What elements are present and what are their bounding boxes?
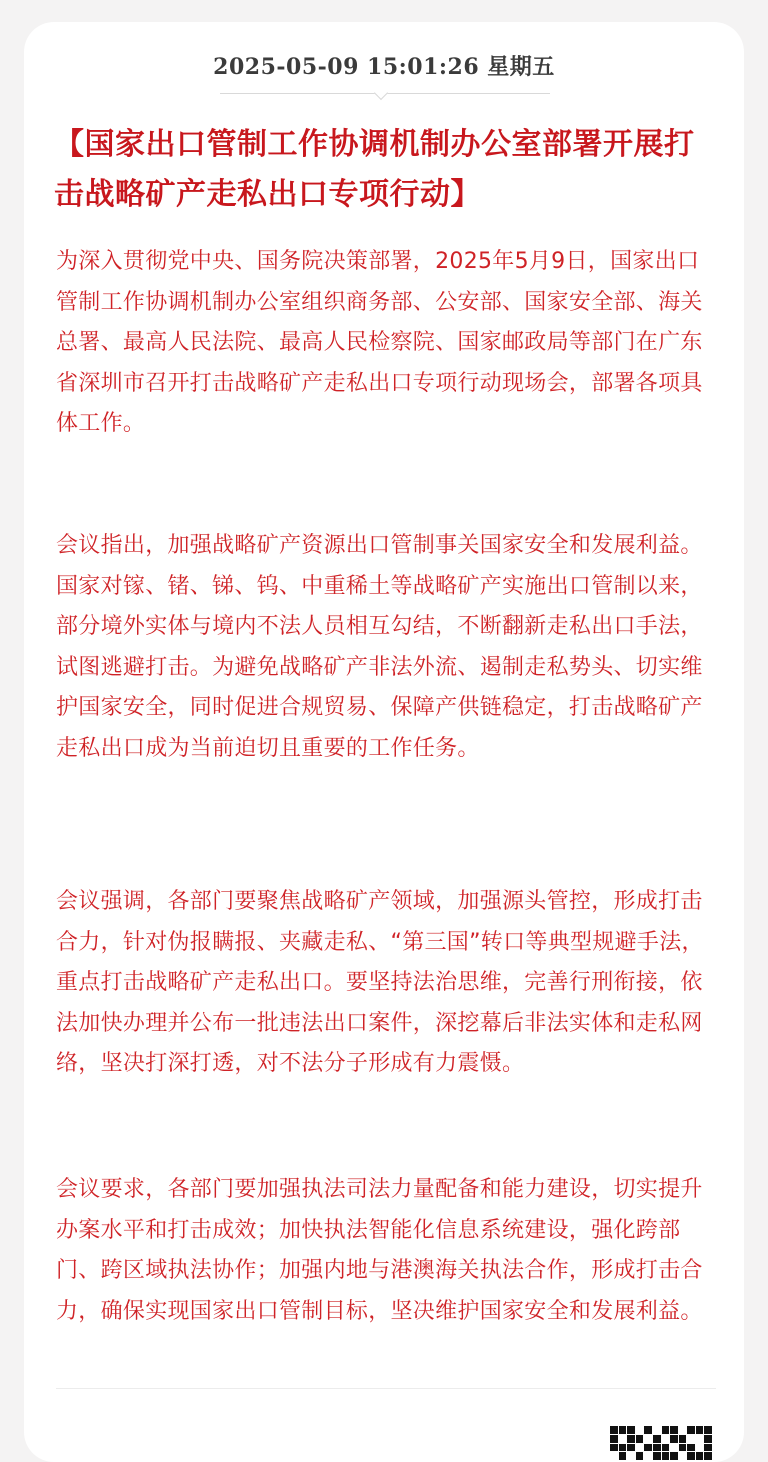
article-title: 【国家出口管制工作协调机制办公室部署开展打击战略矿产走私出口专项行动】	[54, 127, 695, 212]
footer-divider	[56, 1388, 716, 1389]
article-paragraph-3: 会议强调，各部门要聚焦战略矿产领域，加强源头管控，形成打击合力，针对伪报瞒报、夹藏走私、“第三国”转口等典型规避手法，重点打击战略矿产走私出口。要坚持法治思维，完善行刑衔接，依法加快办理并公布一批违法出口案件，深挖幕后非法实体和走私网络，坚决打深打透，对不法分子形成有力震慑。	[56, 889, 704, 1076]
article-paragraph-4: 会议要求，各部门要加强执法司法力量配备和能力建设，切实提升办案水平和打击成效；加快执法智能化信息系统建设，强化跨部门、跨区域执法协作；加强内地与港澳海关执法合作，形成打击合力，确保实现国家出口管制目标，坚决维护国家安全和发展利益。	[56, 1177, 703, 1324]
publish-datetime: 2025-05-09 15:01:26 星期五	[213, 54, 555, 80]
article-paragraph-2: 会议指出，加强战略矿产资源出口管制事关国家安全和发展利益。国家对镓、锗、锑、钨、中重稀土等战略矿产实施出口管制以来，部分境外实体与境内不法人员相互勾结，不断翻新走私出口手法，试图逃避打击。为避免战略矿产非法外流、遏制走私势头、切实维护国家安全，同时促进合规贸易、保障产供链稳定，打击战略矿产走私出口成为当前迫切且重要的工作任务。	[56, 533, 703, 761]
qr-code-icon[interactable]	[610, 1426, 712, 1460]
date-divider-notch	[374, 86, 388, 100]
article-card	[24, 22, 744, 1462]
article-paragraph-1: 为深入贯彻党中央、国务院决策部署，2025年5月9日，国家出口管制工作协调机制办公室组织商务部、公安部、国家安全部、海关总署、最高人民法院、最高人民检察院、国家邮政局等部门在广东省深圳市召开打击战略矿产走私出口专项行动现场会，部署各项具体工作。	[56, 249, 703, 436]
